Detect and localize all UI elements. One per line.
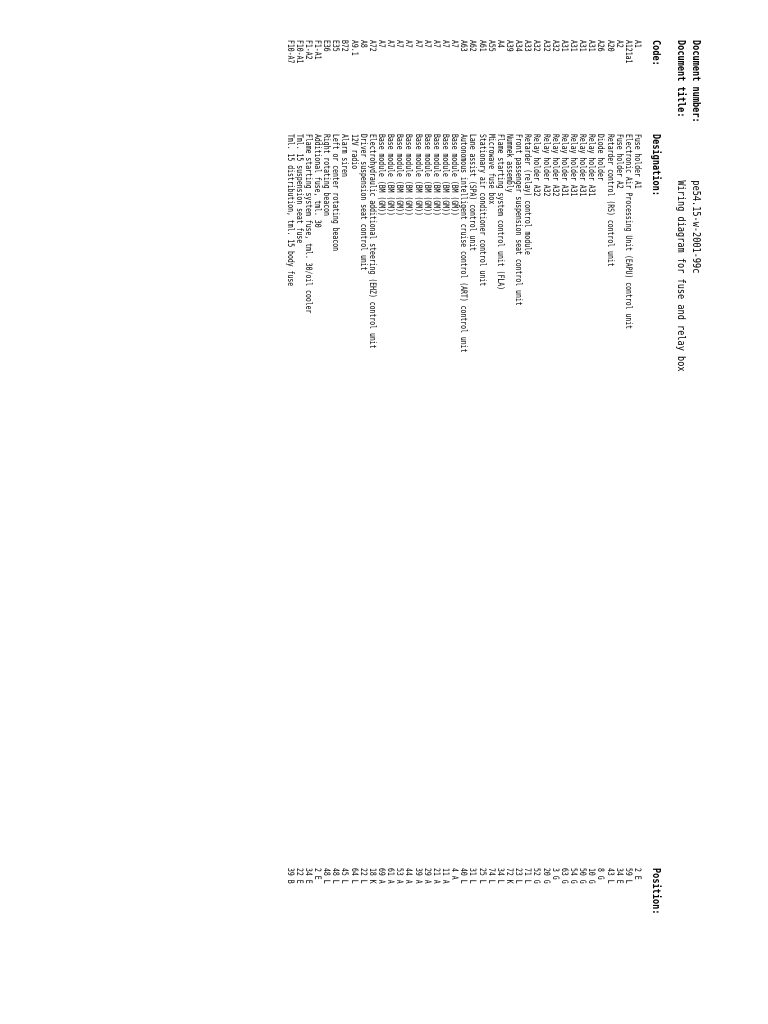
table-row (440, 40, 449, 1000)
row-position: 39 B (284, 868, 295, 884)
table-row (349, 40, 358, 1000)
row-code: A31 (558, 40, 569, 52)
row-position: 72 K (504, 868, 515, 884)
row-position: 50 G (577, 868, 588, 884)
document-title-label: Document title: (675, 40, 688, 118)
row-position: 44 A (403, 868, 414, 884)
row-code: A2 (613, 40, 624, 48)
row-code: A55 (485, 40, 496, 52)
table-row (403, 40, 412, 1000)
row-position: 40 L (458, 868, 469, 884)
row-position: 34 E (302, 868, 313, 884)
row-code: A72 (366, 40, 377, 52)
row-designation: Electronic Air Processing Unit (EAPU) control unit (622, 134, 633, 330)
row-designation: Right rotating beacon (321, 134, 332, 216)
row-position: 45 L (339, 868, 350, 884)
row-designation: Stationary air conditioner control unit (476, 134, 487, 287)
document-title-row (675, 40, 688, 372)
document-number-row (690, 40, 703, 274)
row-code: F1-A1 (312, 40, 323, 60)
table-row (467, 40, 476, 1000)
table-row (412, 40, 421, 1000)
table-row (486, 40, 495, 1000)
document-number-value: pe54.15-w-2001-99c (690, 180, 703, 274)
table-row (586, 40, 595, 1000)
row-position: 74 L (485, 868, 496, 884)
row-designation: 12V radio (348, 134, 359, 170)
row-code: A34 (513, 40, 524, 52)
row-code: A62 (467, 40, 478, 52)
row-designation: Relay holder A32 (549, 134, 560, 197)
table-row (385, 40, 394, 1000)
designation-column-header: Designation: (650, 134, 663, 196)
row-code: A7 (430, 40, 441, 48)
table-row (358, 40, 367, 1000)
row-code: A32 (540, 40, 551, 52)
component-table (285, 40, 641, 1000)
row-code: F10-A7 (284, 40, 295, 64)
row-position: 3 G (549, 868, 560, 880)
table-row (394, 40, 403, 1000)
row-position: 11 A (440, 868, 451, 884)
row-code: A63 (458, 40, 469, 52)
table-row (540, 40, 549, 1000)
row-designation: Base module (BM (GM)) (449, 134, 460, 216)
row-designation: Relay holder A31 (577, 134, 588, 197)
row-position: 10 G (586, 868, 597, 884)
row-code: A26 (595, 40, 606, 52)
row-designation: Autonomous intelligent cruise control (ART) control unit (458, 134, 469, 353)
row-position: 34 L (494, 868, 505, 884)
table-row (449, 40, 458, 1000)
row-code: A31 (577, 40, 588, 52)
row-designation: Flame starting system fuse, tml. 30/oil cooler (302, 134, 313, 314)
row-designation: Microwave fuse box (485, 134, 496, 205)
row-position: 21 A (430, 868, 441, 884)
table-row (367, 40, 376, 1000)
row-position: 53 A (394, 868, 405, 884)
row-designation: Retarder (relay) control module (522, 134, 533, 255)
table-row (513, 40, 522, 1000)
row-code: A7 (376, 40, 387, 48)
code-column-header: Code: (650, 40, 663, 66)
row-code: A7 (440, 40, 451, 48)
row-code: A31 (586, 40, 597, 52)
row-position: 59 L (622, 868, 633, 884)
row-code: F10-A1 (293, 40, 304, 64)
row-position: 29 A (421, 868, 432, 884)
row-position: 48 L (330, 868, 341, 884)
row-designation: Electrohydraulic additional steering (EHZ) control unit (366, 134, 377, 349)
table-row (559, 40, 568, 1000)
row-code: A4 (494, 40, 505, 48)
row-designation: Retarder control (RS) control unit (604, 134, 615, 267)
position-column-header: Position: (650, 868, 663, 915)
row-position: 52 G (531, 868, 542, 884)
row-code: A7 (449, 40, 460, 48)
row-code: A31 (568, 40, 579, 52)
table-row (568, 40, 577, 1000)
row-designation: Relay holder A31 (558, 134, 569, 197)
row-position: 18 K (366, 868, 377, 884)
row-position: 48 L (321, 868, 332, 884)
row-position: 63 G (558, 868, 569, 884)
row-designation: Driver suspension seat control unit (357, 134, 368, 271)
table-row (476, 40, 485, 1000)
row-code: A9.1 (348, 40, 359, 56)
table-row (522, 40, 531, 1000)
document-number-label: Document number: (690, 40, 703, 123)
row-position: 8 G (595, 868, 606, 880)
row-position: 2 E (312, 868, 323, 880)
row-code: A1 (632, 40, 642, 48)
row-position: 4 A (449, 868, 460, 880)
row-designation: Relay holder A31 (586, 134, 597, 197)
row-designation: Tml. 15 suspension seat fuse (293, 134, 304, 244)
row-designation: Diode holder (595, 134, 606, 181)
row-code: A20 (604, 40, 615, 52)
row-code: A61 (476, 40, 487, 52)
row-designation: Flame starting system control unit (FLA) (494, 134, 505, 291)
row-designation: Relay holder A32 (540, 134, 551, 197)
table-row (431, 40, 440, 1000)
table-row (339, 40, 348, 1000)
row-position: 71 L (522, 868, 533, 884)
table-row (321, 40, 330, 1000)
row-position: 25 L (476, 868, 487, 884)
table-row (550, 40, 559, 1000)
row-position: 39 A (412, 868, 423, 884)
row-position: 54 G (568, 868, 579, 884)
row-position: 2 E (632, 868, 642, 880)
row-designation: Nummek assembly (504, 134, 515, 193)
row-position: 22 L (357, 868, 368, 884)
row-designation: Base module (BM (GM)) (430, 134, 441, 216)
row-designation: Additional fuse, tml. 30 (312, 134, 323, 228)
row-code: A8 (357, 40, 368, 48)
row-designation: Alarm siren (339, 134, 350, 177)
document-title-value: Wiring diagram for fuse and relay box (675, 180, 688, 372)
table-row (285, 40, 294, 1000)
row-designation: Base module (BM (GM)) (385, 134, 396, 216)
row-code: B72 (339, 40, 350, 52)
row-code: A7 (403, 40, 414, 48)
row-position: 22 E (293, 868, 304, 884)
row-code: A121a1 (622, 40, 633, 64)
table-row (330, 40, 339, 1000)
row-code: A39 (504, 40, 515, 52)
table-row (303, 40, 312, 1000)
row-designation: Base module (BM (GM)) (376, 134, 387, 216)
row-position: 34 E (613, 868, 624, 884)
row-designation: Base module (BM (GM)) (412, 134, 423, 216)
row-designation: Base module (BM (GM)) (403, 134, 414, 216)
row-code: A33 (522, 40, 533, 52)
table-row (604, 40, 613, 1000)
row-designation: Base module (BM (GM)) (421, 134, 432, 216)
table-row (495, 40, 504, 1000)
row-code: A32 (549, 40, 560, 52)
row-designation: Base module (BM (GM)) (394, 134, 405, 216)
table-row (531, 40, 540, 1000)
table-row (312, 40, 321, 1000)
row-designation: Relay holder A32 (531, 134, 542, 197)
row-code: A32 (531, 40, 542, 52)
table-row (595, 40, 604, 1000)
table-row (504, 40, 513, 1000)
row-code: A7 (385, 40, 396, 48)
table-row (577, 40, 586, 1000)
table-row (623, 40, 632, 1000)
table-row (294, 40, 303, 1000)
table-row (376, 40, 385, 1000)
row-code: E36 (321, 40, 332, 52)
row-designation: Relay holder A31 (568, 134, 579, 197)
table-row (422, 40, 431, 1000)
row-designation: Base module (BM (GM)) (440, 134, 451, 216)
row-designation: Fuse holder A2 (613, 134, 624, 189)
table-row (614, 40, 623, 1000)
row-position: 43 L (604, 868, 615, 884)
row-designation: Fuse holder A1 (632, 134, 642, 189)
row-code: A7 (421, 40, 432, 48)
row-designation: Tml. 15 distribution, tml. 15 body fuse (284, 134, 295, 287)
row-position: 31 L (467, 868, 478, 884)
row-designation: Left or center rotating beacon (330, 134, 341, 252)
row-code: A7 (394, 40, 405, 48)
table-row (632, 40, 641, 1000)
row-code: A7 (412, 40, 423, 48)
row-code: F1-A2 (302, 40, 313, 60)
row-position: 64 L (348, 868, 359, 884)
row-code: E35 (330, 40, 341, 52)
row-position: 61 A (385, 868, 396, 884)
row-position: 23 L (513, 868, 524, 884)
row-designation: Lane assist (SPA) control unit (467, 134, 478, 252)
row-position: 20 G (540, 868, 551, 884)
row-position: 69 A (376, 868, 387, 884)
row-designation: Front passenger suspension seat control unit (513, 134, 524, 306)
table-row (458, 40, 467, 1000)
